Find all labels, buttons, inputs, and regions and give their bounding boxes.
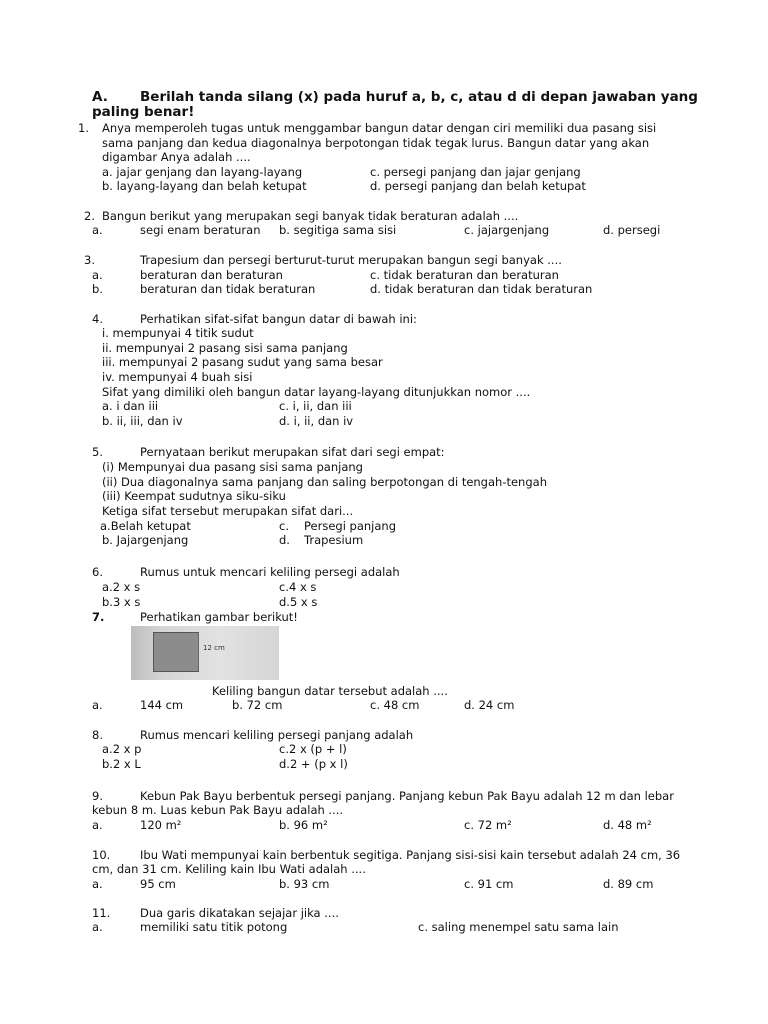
question-text: Bangun berikut yang merupakan segi banyak tidak beraturan adalah .... bbox=[102, 209, 519, 223]
question-text: Perhatikan sifat-sifat bangun datar di bawah ini: bbox=[140, 312, 417, 326]
question-number: 2. bbox=[84, 209, 95, 223]
option-a-letter[interactable]: a. bbox=[92, 223, 103, 237]
property-item: (ii) Dua diagonalnya sama panjang dan saling berpotongan di tengah-tengah bbox=[102, 475, 547, 489]
option-a[interactable]: 95 cm bbox=[140, 877, 176, 891]
question-text: Perhatikan gambar berikut! bbox=[140, 610, 298, 624]
question-text: Rumus mencari keliling persegi panjang adalah bbox=[140, 728, 414, 742]
property-item: iii. mempunyai 2 pasang sudut yang sama besar bbox=[102, 355, 383, 369]
property-item: iv. mempunyai 4 buah sisi bbox=[102, 370, 253, 384]
section-instruction-line1: Berilah tanda silang (x) pada huruf a, b, c, atau d di depan jawaban yang bbox=[140, 89, 698, 105]
question-prompt: Keliling bangun datar tersebut adalah .... bbox=[212, 684, 448, 698]
option-c[interactable]: c. jajargenjang bbox=[464, 223, 550, 237]
question-number: 3. bbox=[84, 253, 95, 267]
question-text-line: kebun 8 m. Luas kebun Pak Bayu adalah .... bbox=[92, 803, 344, 817]
square-shape bbox=[153, 632, 199, 672]
dimension-label: 12 cm bbox=[203, 644, 225, 652]
option-c[interactable]: c. 91 cm bbox=[464, 877, 514, 891]
option-c[interactable]: c. 72 m² bbox=[464, 818, 512, 832]
question-number: 1. bbox=[78, 121, 89, 135]
option-b[interactable]: b. 72 cm bbox=[232, 698, 283, 712]
option-d[interactable]: d. tidak beraturan dan tidak beraturan bbox=[370, 282, 593, 296]
option-d[interactable]: d. 24 cm bbox=[464, 698, 515, 712]
question-text: Rumus untuk mencari keliling persegi adalah bbox=[140, 565, 400, 579]
property-item: i. mempunyai 4 titik sudut bbox=[102, 326, 254, 340]
option-b[interactable]: b. ii, iii, dan iv bbox=[102, 414, 183, 428]
question-text-line: Ibu Wati mempunyai kain berbentuk segitiga. Panjang sisi-sisi kain tersebut adalah 24 cm, 36 bbox=[140, 848, 681, 862]
dimension-line bbox=[198, 632, 199, 670]
option-a[interactable]: memiliki satu titik potong bbox=[140, 920, 288, 934]
question-text: Dua garis dikatakan sejajar jika .... bbox=[140, 906, 339, 920]
option-b[interactable]: b. Jajargenjang bbox=[102, 533, 189, 547]
option-c[interactable]: c. persegi panjang dan jajar genjang bbox=[370, 165, 581, 179]
option-d[interactable]: Trapesium bbox=[304, 533, 364, 547]
option-a[interactable]: a. i dan iii bbox=[102, 399, 159, 413]
option-a[interactable]: a.2 x p bbox=[102, 742, 142, 756]
option-a[interactable]: segi enam beraturan bbox=[140, 223, 261, 237]
option-c[interactable]: c. 48 cm bbox=[370, 698, 420, 712]
option-b[interactable]: beraturan dan tidak beraturan bbox=[140, 282, 316, 296]
question-text-line: sama panjang dan kedua diagonalnya berpotongan tidak tegak lurus. Bangun datar yang akan bbox=[102, 136, 650, 150]
question-number: 11. bbox=[92, 906, 111, 920]
option-c[interactable]: c. saling menempel satu sama lain bbox=[418, 920, 619, 934]
option-a-letter[interactable]: a. bbox=[92, 877, 103, 891]
option-a-letter[interactable]: a. bbox=[92, 698, 103, 712]
property-item: (i) Mempunyai dua pasang sisi sama panjang bbox=[102, 460, 363, 474]
option-c[interactable]: c. i, ii, dan iii bbox=[279, 399, 352, 413]
question-text-line: digambar Anya adalah .... bbox=[102, 150, 251, 164]
question-prompt: Sifat yang dimiliki oleh bangun datar layang-layang ditunjukkan nomor .... bbox=[102, 385, 531, 399]
option-c-letter[interactable]: c. bbox=[279, 519, 289, 533]
option-a[interactable]: beraturan dan beraturan bbox=[140, 268, 283, 282]
option-a[interactable]: a.2 x s bbox=[102, 580, 141, 594]
option-a[interactable]: 144 cm bbox=[140, 698, 184, 712]
option-b[interactable]: b. layang-layang dan belah ketupat bbox=[102, 179, 307, 193]
option-d[interactable]: d. persegi bbox=[603, 223, 661, 237]
question-text: Pernyataan berikut merupakan sifat dari segi empat: bbox=[140, 445, 445, 459]
option-d-letter[interactable]: d. bbox=[279, 533, 290, 547]
section-instruction-line2: paling benar! bbox=[92, 104, 195, 120]
option-b[interactable]: b.2 x L bbox=[102, 757, 141, 771]
option-c[interactable]: c.4 x s bbox=[279, 580, 317, 594]
option-a[interactable]: a. jajar genjang dan layang-layang bbox=[102, 165, 303, 179]
option-c[interactable]: Persegi panjang bbox=[304, 519, 397, 533]
property-item: (iii) Keempat sudutnya siku-siku bbox=[102, 489, 286, 503]
property-item: ii. mempunyai 2 pasang sisi sama panjang bbox=[102, 341, 348, 355]
option-b[interactable]: b. 93 cm bbox=[279, 877, 330, 891]
option-a-letter[interactable]: a. bbox=[92, 268, 103, 282]
question-number: 7. bbox=[92, 610, 105, 624]
option-c[interactable]: c.2 x (p + l) bbox=[279, 742, 347, 756]
option-d[interactable]: d.5 x s bbox=[279, 595, 318, 609]
option-a-letter[interactable]: a. bbox=[92, 818, 103, 832]
question-prompt: Ketiga sifat tersebut merupakan sifat dari... bbox=[102, 504, 354, 518]
option-b[interactable]: b.3 x s bbox=[102, 595, 141, 609]
section-letter: A. bbox=[92, 89, 108, 105]
option-d[interactable]: d. persegi panjang dan belah ketupat bbox=[370, 179, 586, 193]
question-number: 8. bbox=[92, 728, 103, 742]
question-text: Trapesium dan persegi berturut-turut merupakan bangun segi banyak .... bbox=[140, 253, 562, 267]
option-a-letter[interactable]: a. bbox=[92, 920, 103, 934]
option-b[interactable]: b. segitiga sama sisi bbox=[279, 223, 397, 237]
question-number: 9. bbox=[92, 789, 103, 803]
question-text-line: Anya memperoleh tugas untuk menggambar bangun datar dengan ciri memiliki dua pasang sisi bbox=[102, 121, 657, 135]
square-figure-image bbox=[131, 626, 279, 680]
option-b[interactable]: b. 96 m² bbox=[279, 818, 328, 832]
question-number: 4. bbox=[92, 312, 103, 326]
question-number: 5. bbox=[92, 445, 103, 459]
option-b-letter[interactable]: b. bbox=[92, 282, 103, 296]
option-d[interactable]: d. 48 m² bbox=[603, 818, 652, 832]
option-d[interactable]: d.2 + (p x l) bbox=[279, 757, 348, 771]
question-number: 6. bbox=[92, 565, 103, 579]
question-text-line: cm, dan 31 cm. Keliling kain Ibu Wati adalah .... bbox=[92, 862, 366, 876]
option-d[interactable]: d. i, ii, dan iv bbox=[279, 414, 354, 428]
question-number: 10. bbox=[92, 848, 111, 862]
option-a[interactable]: 120 m² bbox=[140, 818, 182, 832]
option-d[interactable]: d. 89 cm bbox=[603, 877, 654, 891]
option-a[interactable]: a.Belah ketupat bbox=[100, 519, 191, 533]
option-c[interactable]: c. tidak beraturan dan beraturan bbox=[370, 268, 559, 282]
question-text-line: Kebun Pak Bayu berbentuk persegi panjang. Panjang kebun Pak Bayu adalah 12 m dan lebar bbox=[140, 789, 674, 803]
